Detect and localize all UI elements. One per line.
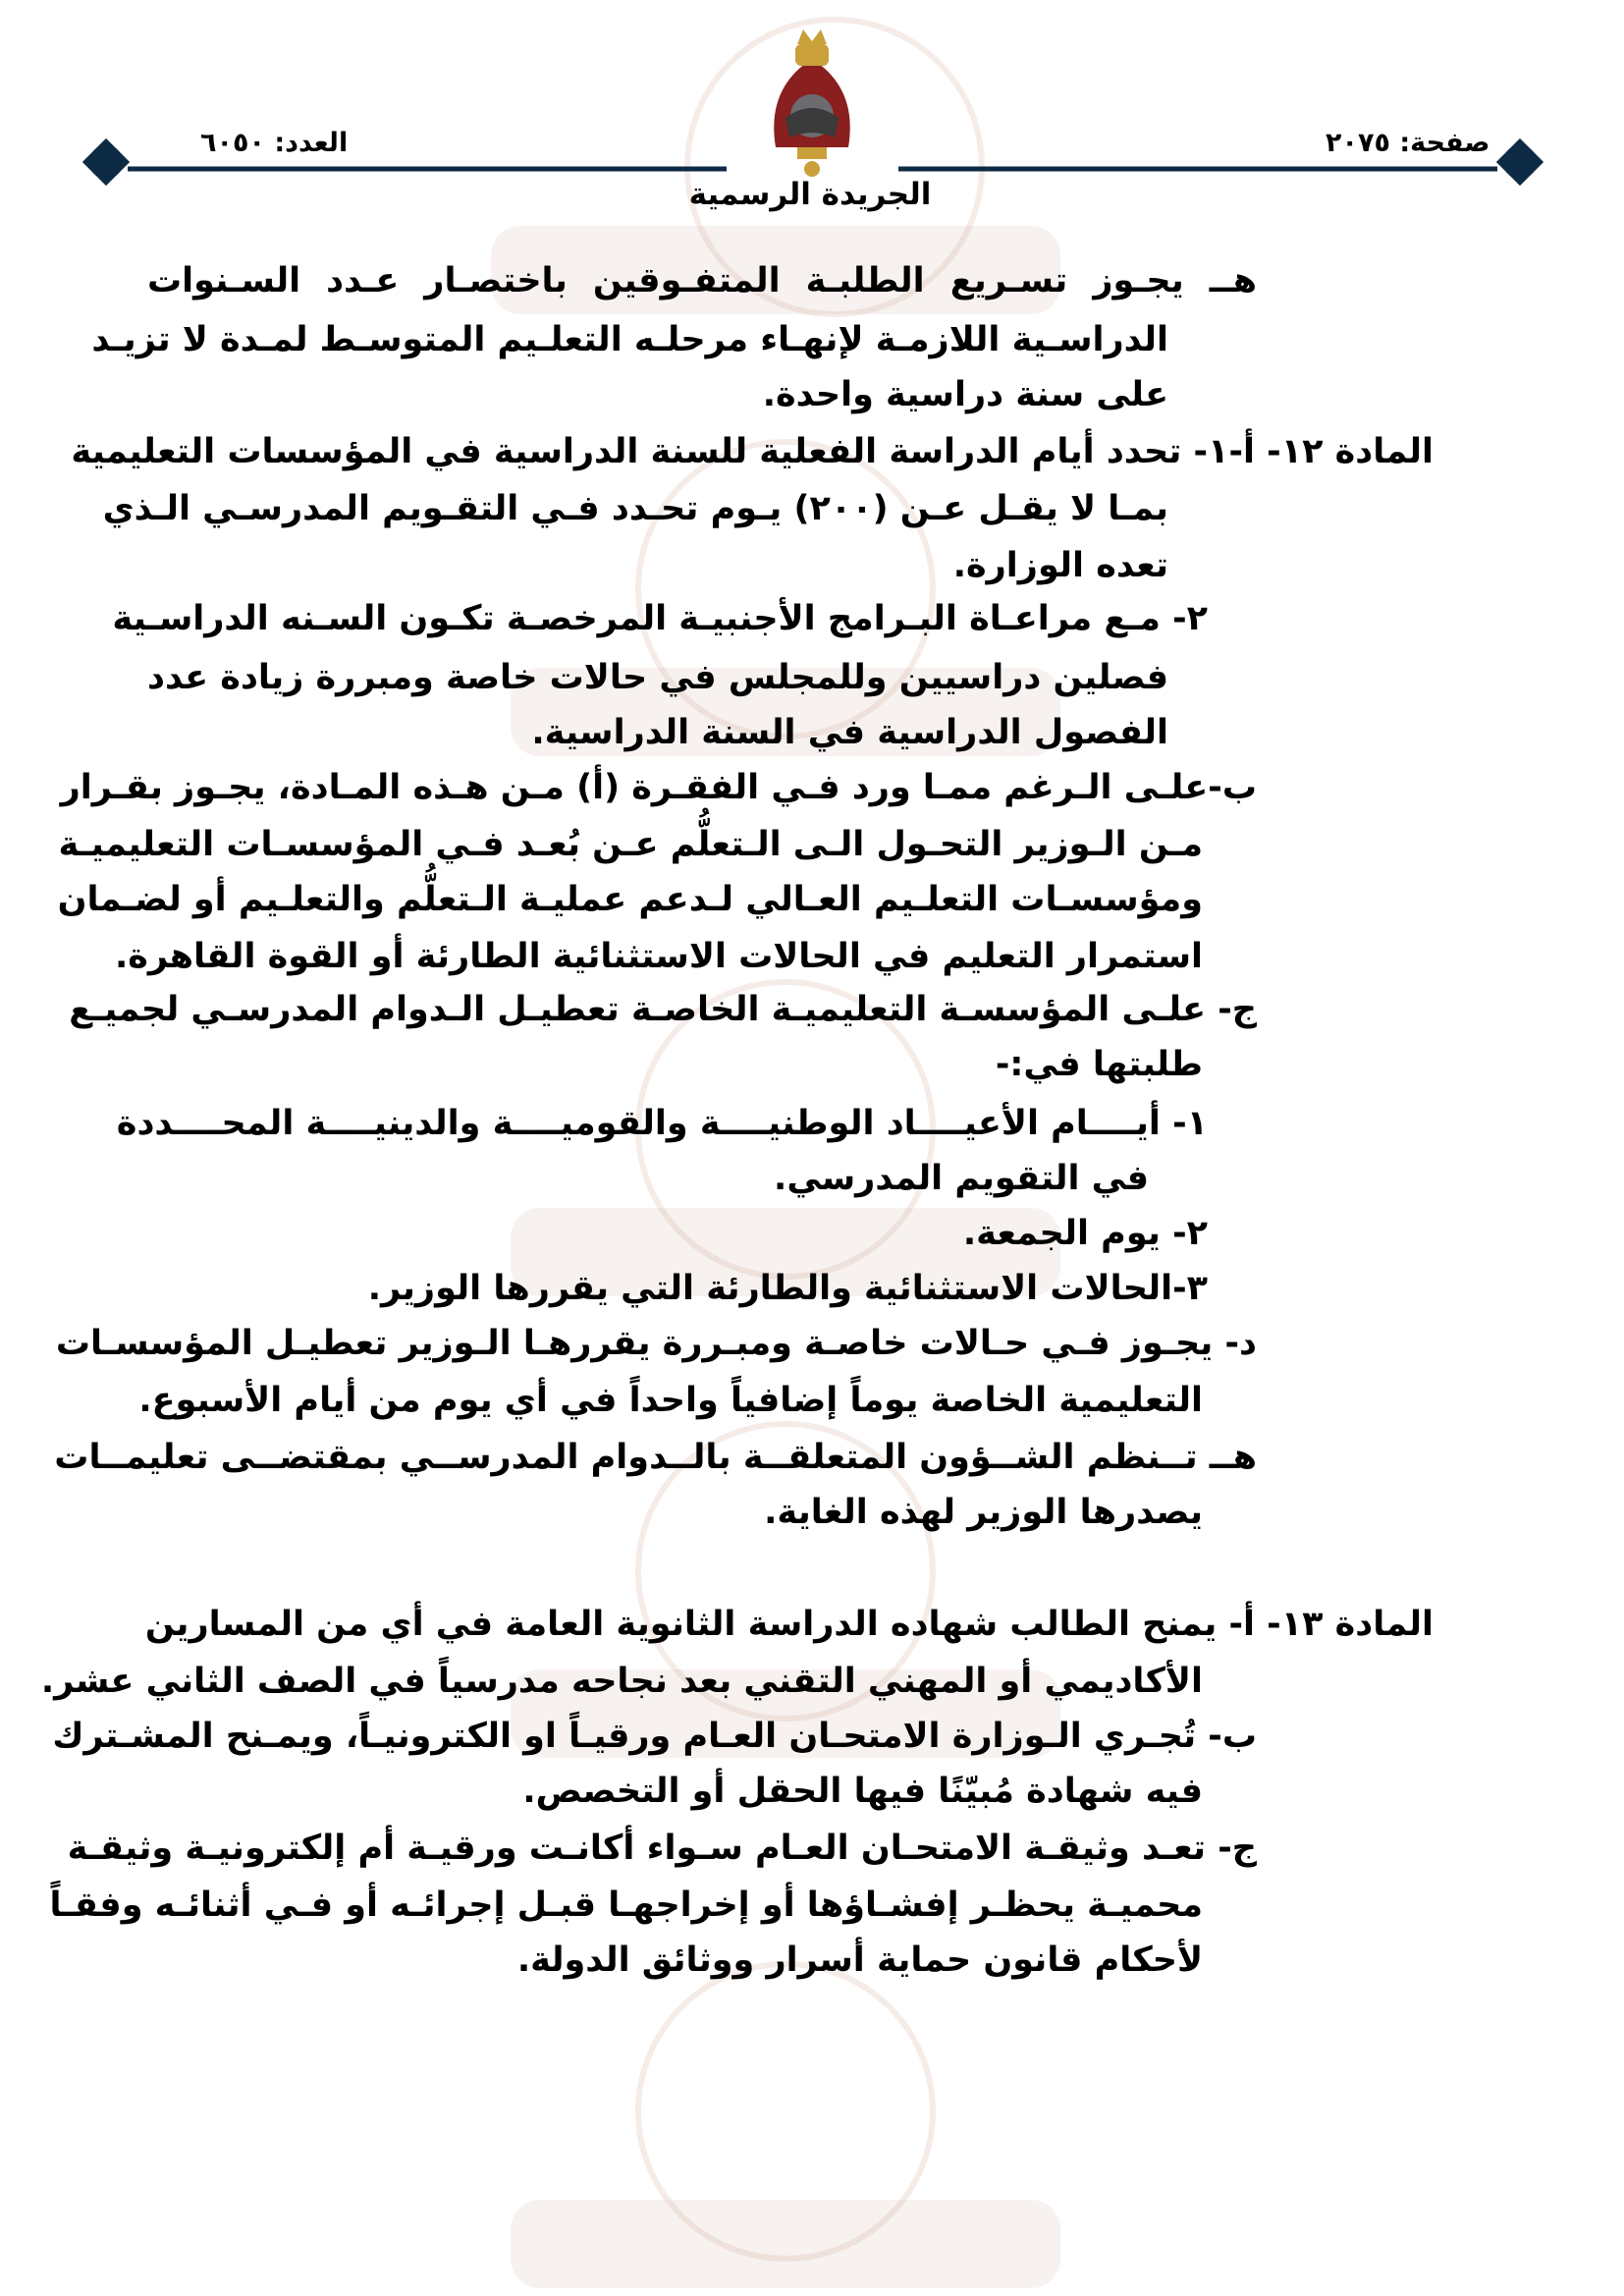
page-number: صفحة: ٢٠٧٥ — [1326, 128, 1490, 158]
issue-number: العدد: ٦٠٥٠ — [200, 128, 349, 158]
text-line: فيه شهادة مُبيّنًا فيها الحقل أو التخصص. — [522, 1772, 1203, 1811]
text-line: المادة ١٢- أ-١- تحدد أيام الدراسة الفعلية للسنة الدراسية في المؤسسات التعليمية — [71, 432, 1434, 471]
text-line: الأكاديمي أو المهني التقني بعد نجاحه مدرسياً في الصف الثاني عشر. — [40, 1662, 1203, 1701]
text-line: ٢- يوم الجمعة. — [962, 1214, 1208, 1253]
text-line: د- يجـوز فـي حـالات خاصـة ومبـررة يقررهـا الـوزير تعطيـل المؤسسـات — [55, 1324, 1257, 1363]
gazette-title: الجريدة الرسمية — [688, 177, 932, 212]
text-line: تعده الوزارة. — [952, 546, 1168, 585]
text-line: ج- تعـد وثيقـة الامتحـان العـام سـواء أكانـت ورقيـة أم إلكترونيـة وثيقـة — [67, 1829, 1257, 1868]
text-line: استمرار التعليم في الحالات الاستثنائية الطارئة أو القوة القاهرة. — [114, 937, 1203, 976]
text-line: ٣-الحالات الاستثنائية والطارئة التي يقررها الوزير. — [367, 1269, 1208, 1308]
text-line: ج- علـى المؤسسـة التعليميـة الخاصـة تعطيـل الـدوام المدرسـي لجميـع — [69, 990, 1257, 1029]
text-line: ومؤسسـات التعلـيم العـالي لـدعم عمليـة الـتعلُّم والتعلـيم أو لضـمان — [57, 880, 1203, 919]
text-line: فصلين دراسيين وللمجلس في حالات خاصة ومبررة زيادة عدد — [147, 658, 1168, 697]
text-line: التعليمية الخاصة يوماً إضافياً واحداً في أي يوم من أيام الأسبوع. — [138, 1381, 1203, 1420]
text-line: ب-علـى الـرغم ممـا ورد فـي الفقـرة (أ) مـن هـذه المـادة، يجـوز بقـرار — [60, 768, 1257, 807]
text-line: هــ يجـوز تسـريع الطلبـة المتفـوقين باختصـار عـدد السـنوات — [147, 261, 1257, 301]
text-line: هــ تــنظم الشــؤون المتعلقــة بالــدوام المدرســي بمقتضــى تعليمــات — [54, 1438, 1257, 1477]
text-line: بمـا لا يقـل عـن (٢٠٠) يـوم تحـدد فـي التقـويم المدرسـي الـذي — [102, 489, 1168, 528]
text-line: على سنة دراسية واحدة. — [762, 375, 1168, 414]
text-line: يصدرها الوزير لهذه الغاية. — [764, 1493, 1203, 1532]
text-line: في التقويم المدرسي. — [774, 1159, 1149, 1198]
text-line: الفصول الدراسية في السنة الدراسية. — [531, 713, 1168, 752]
text-line: الدراسـية اللازمـة لإنهـاء مرحلـه التعلـيم المتوسـط لمـدة لا تزيـد — [91, 320, 1168, 359]
text-line: المادة ١٣- أ- يمنح الطالب شهاده الدراسة الثانوية العامة في أي من المسارين — [144, 1605, 1434, 1644]
text-line: طلبتها في:- — [995, 1045, 1203, 1084]
text-line: ب- تُجـري الـوزارة الامتحـان العـام ورقيـاً او الكترونيـاً، ويمـنح المشـترك — [52, 1717, 1257, 1756]
text-line: ١- أيــــام الأعيــــاد الوطنيــــة والقوميــــة والدينيــــة المحــــددة — [116, 1104, 1208, 1143]
text-line: ٢- مـع مراعـاة البـرامج الأجنبيـة المرخصـة تكـون السـنه الدراسـية — [112, 599, 1208, 638]
text-line: مـن الـوزير التحـول الـى الـتعلُّم عـن بُعـد فـي المؤسسـات التعليميـة — [58, 825, 1203, 864]
text-line: محميـة يحظـر إفشـاؤها أو إخراجهـا قبـل إجرائـه أو فـي أثنائـه وفقـاً — [49, 1886, 1203, 1925]
text-line: لأحكام قانون حماية أسرار ووثائق الدولة. — [516, 1941, 1203, 1980]
